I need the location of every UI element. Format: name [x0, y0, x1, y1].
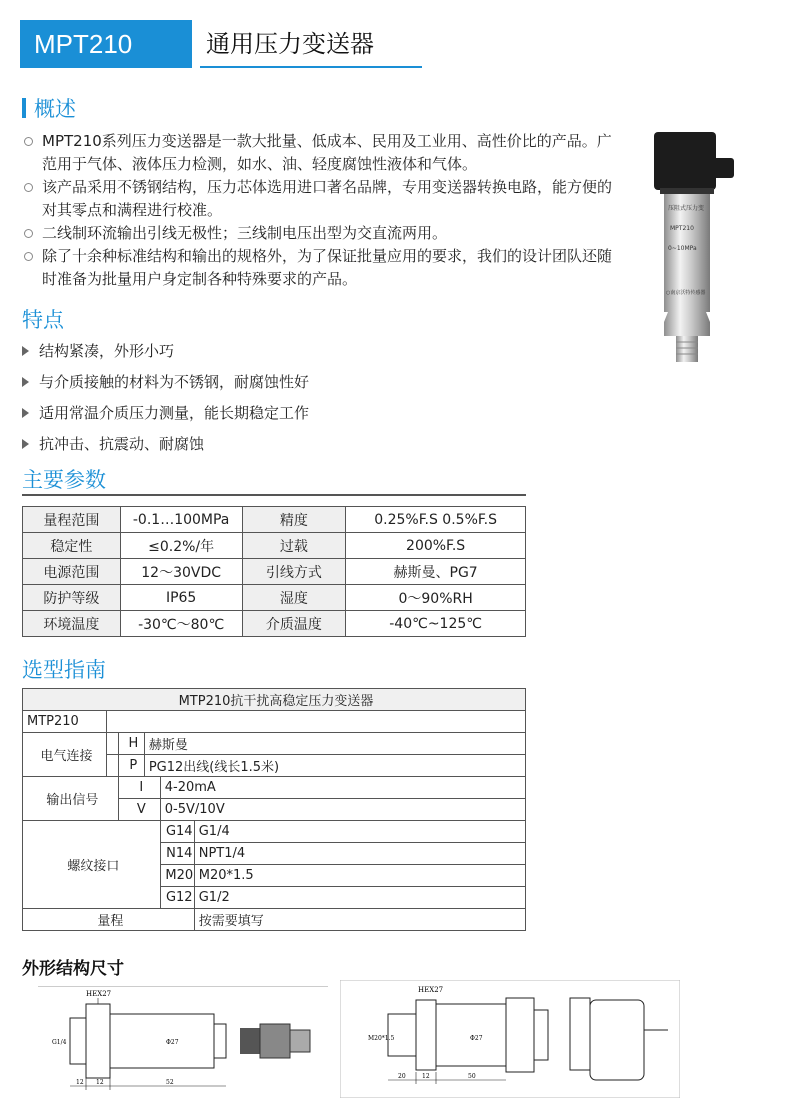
- left-dimension-drawing: [38, 986, 328, 1096]
- list-item-text: 除了十余种标准结构和输出的规格外，为了保证批量应用的要求，我们的设计团队还随时准备为批量用户身定制各种特殊要求的产品。: [42, 247, 613, 288]
- selection-model: MTP210: [23, 711, 107, 733]
- desc-cell: M20*1.5: [194, 865, 525, 887]
- divider: [22, 494, 526, 496]
- label-line: ○南京沃特传感器: [666, 290, 706, 296]
- desc-cell: G1/2: [194, 887, 525, 909]
- features-heading: 特点: [22, 308, 64, 332]
- output-label: 输出信号: [23, 777, 119, 821]
- dim-label: 12: [96, 1079, 104, 1086]
- list-item: [22, 371, 309, 392]
- list-item: [22, 433, 204, 454]
- desc-cell: PG12出线(线长1.5米): [144, 755, 525, 777]
- code-cell: G12: [160, 887, 194, 909]
- param-key: 精度: [242, 507, 346, 533]
- param-value: -40℃~125℃: [346, 611, 526, 637]
- param-key: 量程范围: [23, 507, 121, 533]
- table-row: [23, 777, 526, 799]
- range-value: 按需要填写: [194, 909, 525, 931]
- page-header: [20, 20, 420, 68]
- range-label: 量程: [23, 909, 195, 931]
- empty-cell: [106, 711, 525, 733]
- page-title: 通用压力变送器: [206, 30, 374, 58]
- dim-label: HEX27: [418, 986, 444, 994]
- selection-table: [22, 688, 526, 931]
- triangle-bullet-icon: [22, 408, 29, 418]
- table-row: [23, 909, 526, 931]
- table-row: [23, 689, 526, 711]
- bullet-circle-icon: [24, 137, 33, 146]
- list-item: [22, 222, 622, 245]
- code-cell: I: [118, 777, 160, 799]
- product-image: [644, 128, 754, 368]
- list-item-text: 与介质接触的材料为不锈钢，耐腐蚀性好: [39, 373, 310, 391]
- param-value: ≤0.2%/年: [120, 533, 242, 559]
- list-item: [22, 402, 309, 423]
- desc-cell: 赫斯曼: [144, 733, 525, 755]
- list-item-text: 适用常温介质压力测量，能长期稳定工作: [39, 404, 310, 422]
- param-value: 12～30VDC: [120, 559, 242, 585]
- bullet-circle-icon: [24, 252, 33, 261]
- dim-label: 50: [468, 1073, 476, 1080]
- param-value: IP65: [120, 585, 242, 611]
- heading-bar: [22, 98, 26, 118]
- dim-label: 12: [422, 1073, 430, 1080]
- dim-label: 52: [166, 1079, 174, 1086]
- code-cell: G14: [160, 821, 194, 843]
- table-row: [23, 611, 526, 637]
- triangle-bullet-icon: [22, 439, 29, 449]
- list-item: [22, 176, 622, 222]
- table-row: [23, 585, 526, 611]
- label-line: 0~10MPa: [668, 245, 697, 252]
- param-key: 湿度: [242, 585, 346, 611]
- table-row: [23, 733, 526, 755]
- params-heading: 主要参数: [22, 468, 106, 492]
- param-key: 电源范围: [23, 559, 121, 585]
- label-line: 压阻式压力变: [668, 205, 705, 212]
- label-line: MPT210: [670, 225, 694, 232]
- dimensions-heading: 外形结构尺寸: [22, 959, 124, 979]
- triangle-bullet-icon: [22, 377, 29, 387]
- blank-cell: [106, 733, 118, 755]
- selection-title: MTP210抗干扰高稳定压力变送器: [23, 689, 526, 711]
- right-dimension-drawing: [340, 980, 680, 1098]
- dim-label: HEX27: [86, 990, 112, 998]
- desc-cell: 4-20mA: [160, 777, 525, 799]
- dim-label: Φ27: [470, 1035, 483, 1042]
- param-value: 200%F.S: [346, 533, 526, 559]
- overview-list: [22, 130, 622, 291]
- list-item-text: 二线制环流输出引线无极性；三线制电压出型为交直流两用。: [42, 224, 448, 242]
- dim-label: M20*1.5: [368, 1035, 395, 1042]
- param-value: 0～90%RH: [346, 585, 526, 611]
- dim-label: 20: [398, 1073, 406, 1080]
- bullet-circle-icon: [24, 183, 33, 192]
- triangle-bullet-icon: [22, 346, 29, 356]
- bullet-circle-icon: [24, 229, 33, 238]
- param-value: 赫斯曼、PG7: [346, 559, 526, 585]
- overview-heading: [22, 93, 76, 123]
- header-underline: [200, 66, 422, 68]
- table-row: [23, 559, 526, 585]
- param-key: 稳定性: [23, 533, 121, 559]
- code-cell: H: [118, 733, 144, 755]
- dim-label: 12: [76, 1079, 84, 1086]
- list-item: [22, 245, 622, 291]
- list-item: [22, 130, 622, 176]
- selection-heading: 选型指南: [22, 658, 106, 682]
- param-value: 0.25%F.S 0.5%F.S: [346, 507, 526, 533]
- param-value: -30℃～80℃: [120, 611, 242, 637]
- thread-label: 螺纹接口: [23, 821, 161, 909]
- list-item-text: 结构紧凑，外形小巧: [39, 342, 175, 360]
- param-key: 引线方式: [242, 559, 346, 585]
- table-row: [23, 711, 526, 733]
- code-cell: V: [118, 799, 160, 821]
- param-key: 环境温度: [23, 611, 121, 637]
- table-row: [23, 507, 526, 533]
- params-table: [22, 506, 526, 637]
- table-row: [23, 821, 526, 843]
- desc-cell: 0-5V/10V: [160, 799, 525, 821]
- blank-cell: [106, 755, 118, 777]
- dim-label: G1/4: [52, 1039, 67, 1046]
- dim-label: Φ27: [166, 1039, 179, 1046]
- desc-cell: NPT1/4: [194, 843, 525, 865]
- model-badge: MPT210: [20, 20, 192, 68]
- param-value: -0.1…100MPa: [120, 507, 242, 533]
- param-key: 介质温度: [242, 611, 346, 637]
- param-key: 过载: [242, 533, 346, 559]
- list-item-text: 该产品采用不锈钢结构，压力芯体选用进口著名品牌，专用变送器转换电路，能方便的对其零点和满程进行校准。: [42, 178, 613, 219]
- param-key: 防护等级: [23, 585, 121, 611]
- elec-label: 电气连接: [23, 733, 107, 777]
- code-cell: P: [118, 755, 144, 777]
- desc-cell: G1/4: [194, 821, 525, 843]
- overview-heading-text: 概述: [34, 97, 76, 121]
- list-item-text: MPT210系列压力变送器是一款大批量、低成本、民用及工业用、高性价比的产品。广范用于气体、液体压力检测，如水、油、轻度腐蚀性液体和气体。: [42, 132, 612, 173]
- code-cell: N14: [160, 843, 194, 865]
- code-cell: M20: [160, 865, 194, 887]
- list-item: [22, 340, 174, 361]
- table-row: [23, 533, 526, 559]
- list-item-text: 抗冲击、抗震动、耐腐蚀: [39, 435, 205, 453]
